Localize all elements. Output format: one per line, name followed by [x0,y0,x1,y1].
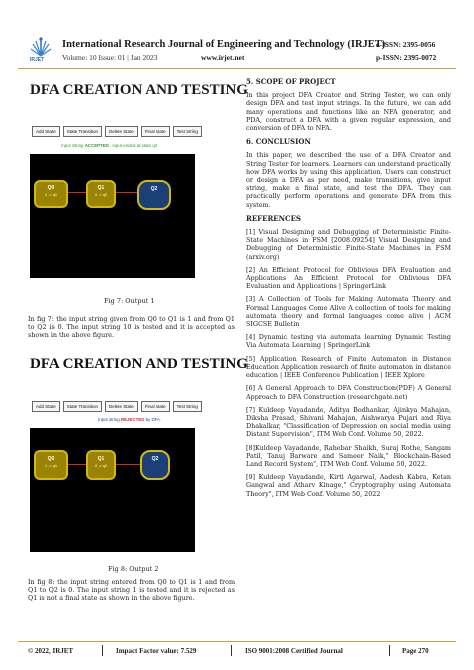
reference-item: [7] Kuldeep Vayadande, Aditya Bodhankar, Ajinkya Mahajan, Diksha Prasad, Shivani Mahajan, Aishwarya Pujari and Riya Dhakalkar, "Classification of Depression on social media using Distant Supervision", ITM Web Conf. Volume 50, 2022. [246,405,451,439]
status-rejected: REJECTED [120,417,145,422]
paragraph-fig8: In fig 8: the input string entered from Q0 to Q1 is 1 and from Q1 to Q2 is 0. The input string 1 is tested and it is rejected as Q1 is not a final state as shown in the above figure. [28,578,235,603]
test-string-button[interactable]: Test String [173,126,202,137]
state-transition-text: 1 -> q1 [45,193,57,197]
dfa-canvas[interactable] [30,154,195,278]
status-suffix: by DFA. [144,417,162,422]
right-column [246,78,451,503]
section-heading-conclusion: 6. CONCLUSION [246,137,311,147]
reference-item: [6] A General Approach to DFA Construction(PDF) A General Approach to DFA Construction (researchgate.net) [246,384,451,401]
state-label: Q1 [97,185,105,191]
test-string-button[interactable]: Test String [173,401,202,412]
delete-state-button[interactable]: Delete State [105,401,138,412]
p-issn: p-ISSN: 2395-0072 [376,53,437,62]
transition-edge [114,192,138,193]
status-message [98,417,161,422]
figure-8 [26,348,248,574]
state-node-q1[interactable] [86,450,116,480]
status-suffix: , input ended at state q2 [108,143,158,148]
state-label: Q2 [151,456,159,462]
footer-iso: ISO 9001:2008 Certified Journal [245,647,343,655]
state-node-q1[interactable] [86,180,116,208]
page-header [0,0,474,68]
journal-title: International Research Journal of Engineering and Technology (IRJET) [62,39,386,50]
figure-title: DFA CREATION AND TESTING [30,356,248,372]
state-node-q2[interactable] [137,180,171,210]
reference-item: [9] Kuldeep Vayadande, Kirti Agarwal, Aadesh Kabra, Ketan Gangwal and Atharv Kinage," Cryptography using Automata Theory", ITM Web Conf. Volume 50, 2022 [246,473,451,498]
footer-separator [102,645,103,656]
reference-item: [4] Dynamic testing via automata learning Dynamic Testing Via Automata Learning | SpringerLink [246,333,451,350]
status-accepted: ACCEPTED [84,143,109,148]
dfa-canvas[interactable] [30,428,195,552]
footer-copyright: © 2022, IRJET [28,647,74,655]
status-message [61,143,157,148]
figure-caption: Fig 7: Output 1 [104,297,155,305]
conclusion-paragraph: In this paper, we described the use of a DFA Creator and String Tester for learners. Learners can understand practically how DFA works by using this application. Users can construct or design a DFA as per need, make transitions, give input string, make a final state, and test the DFA. They can practically perform operations and generate DFA from this system. [246,151,451,209]
state-node-q2[interactable] [140,450,170,480]
transition-edge [114,464,140,465]
toolbar [32,126,202,137]
section-heading-scope: 5. SCOPE OF PROJECT [246,77,336,86]
state-transition-text: 1 -> q1 [45,464,57,468]
e-issn: e-ISSN: 2395-0056 [376,40,436,49]
reference-item: [5] Application Research of Finite Automaton in Distance Education Application research of finite automaton in distance education | IEEE Conference Publication | IEEE Xplore [246,354,451,380]
website-link[interactable]: www.irjet.net [201,53,245,62]
header-divider [18,68,456,69]
footer-separator [231,645,232,656]
final-state-button[interactable]: Final state [141,401,170,412]
reference-item: [8]Kuldeep Vayadande, Rahebar Shaikh, Suraj Rothe, Sangam Patil, Tanuj Barware and Sameer Naik," Blockchain-Based Land Record System", ITM Web Conf. Volume 50, 2022. [246,443,451,468]
logo-text: IRJET [30,57,45,63]
state-transition-button[interactable]: State Transition [63,126,102,137]
state-node-q0[interactable] [34,450,68,480]
state-label: Q2 [150,186,158,192]
final-state-button[interactable]: Final state [141,126,170,137]
add-state-button[interactable]: Add State [32,126,60,137]
state-label: Q0 [47,456,55,462]
figure-7 [26,74,248,305]
state-label: Q1 [97,456,105,462]
footer-page-number: Page 270 [402,647,429,655]
status-prefix: Input string [98,417,121,422]
footer-divider [18,641,456,642]
reference-item: [3] A Collection of Tools for Making Automata Theory and Formal Languages Come Alive A collection of tools for making automata theory and formal languages come alive | ACM SIGCSE Bulletin [246,295,451,329]
reference-item: [1] Visual Designing and Debugging of Deterministic Finite-State Machines in FSM [2008.09254] Visual Designing and Debugging of Deterministic Finite-State Machines in FSM (arxiv.org) [246,228,451,261]
paragraph-fig7: In fig 7: the input string given from Q0 to Q1 is 1 and from Q1 to Q2 is 0. The input string 10 is tested and it is accepted as shown in the above figure. [28,315,235,340]
state-transition-text: 0 -> q2 [95,193,107,197]
reference-item: [2] An Efficient Protocol for Oblivious DFA Evaluation and Applications An Efficient Protocol for Oblivious DFA Evaluation and Applications | SpringerLink [246,265,451,291]
state-label: Q0 [47,185,55,191]
volume-info: Volume: 10 Issue: 01 | Jan 2023 [62,53,158,62]
footer-impact-factor: Impact Factor value: 7.529 [116,647,197,655]
figure-title: DFA CREATION AND TESTING [30,82,248,98]
scope-paragraph: In this project DFA Creator and String Tester, we can only design DFA and test input strings. In the future, we can add many operations and functions like an NFA generator, and PDA, construct a DFA with a given regular expression, and conversion of DFA to NFA. [246,91,451,133]
figure-caption: Fig 8: Output 2 [108,565,159,573]
state-transition-text: 0 -> q2 [95,464,107,468]
state-node-q0[interactable] [34,180,68,208]
section-heading-references: REFERENCES [246,213,301,223]
toolbar [32,401,202,412]
footer-separator [389,645,390,656]
status-prefix: Input String [61,143,85,148]
state-transition-button[interactable]: State Transition [63,401,102,412]
delete-state-button[interactable]: Delete State [105,126,138,137]
add-state-button[interactable]: Add State [32,401,60,412]
